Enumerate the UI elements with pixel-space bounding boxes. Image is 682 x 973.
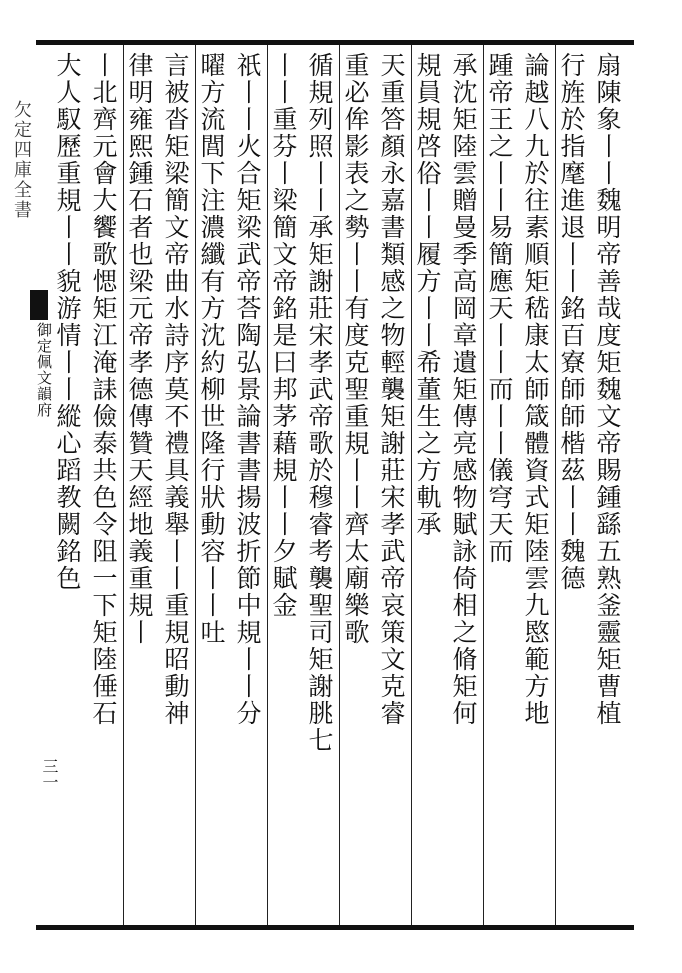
- column-rule: [555, 45, 556, 925]
- column-rule: [195, 45, 196, 925]
- text-column: 祇丨丨火合矩梁武帝荅陶弘景論書書揚波折節中規丨丨分: [233, 52, 262, 727]
- left-margin: [0, 40, 36, 930]
- text-column: 丨北齊元會大饗歌愢矩江淹誄儉泰共色令阻一下矩陸倕石: [89, 52, 118, 727]
- column-rule: [411, 45, 412, 925]
- text-column: 大人馭歷重規丨丨貌游情丨丨縱心蹈教闕銘色: [53, 52, 82, 592]
- text-column: 天重答顏永嘉書類感之物輕襲矩謝莊宋孝武帝哀策文克睿: [377, 52, 406, 727]
- text-column: 論越八九於往素順矩嵇康太師箴體資式矩陸雲九愍範方地: [521, 52, 550, 727]
- text-column: 承沈矩陸雲贈曼季高岡章遺矩傳亮感物賦詠倚相之脩矩何: [449, 52, 478, 727]
- text-column: 扇陳象丨丨魏明帝善哉度矩魏文帝賜鍾繇五熟釜靈矩曹植: [593, 52, 622, 727]
- text-column: 規員規啓俗丨丨履方丨丨希董生之方軌承: [413, 52, 442, 538]
- text-column: 循規列照丨丨承矩謝莊宋孝武帝歌於穆睿考襲聖司矩謝朓七: [305, 52, 334, 754]
- column-rule: [339, 45, 340, 925]
- page-number: 三一: [40, 758, 59, 790]
- text-column: 言被沓矩梁簡文帝曲水詩序莫不禮具義舉丨丨重規昭動神: [161, 52, 190, 727]
- margin-fragment: 欠定四庫全書: [11, 100, 32, 220]
- column-rule: [483, 45, 484, 925]
- column-rule: [267, 45, 268, 925]
- text-column: 丨丨重芬丨梁簡文帝銘是曰邦茅藉規丨丨夕賦金: [269, 52, 298, 619]
- side-title: 御定佩文韻府: [35, 322, 53, 418]
- text-column: 行旌於指麾進退丨丨銘百寮師師楷茲丨丨魏德: [557, 52, 586, 592]
- text-column: 踵帝王之丨丨易簡應天丨丨而丨丨儀穹天而: [485, 52, 514, 565]
- text-column: 律明雍熙鍾石者也梁元帝孝德傳贊天經地義重規丨: [125, 52, 154, 646]
- text-column: 曜方流閭下注濃纖有方沈約柳世隆行狀動容丨丨吐: [197, 52, 226, 646]
- column-rule: [123, 45, 124, 925]
- text-column: 重必侔影表之勢丨丨有度克聖重規丨丨齊太廟樂歌: [341, 52, 370, 646]
